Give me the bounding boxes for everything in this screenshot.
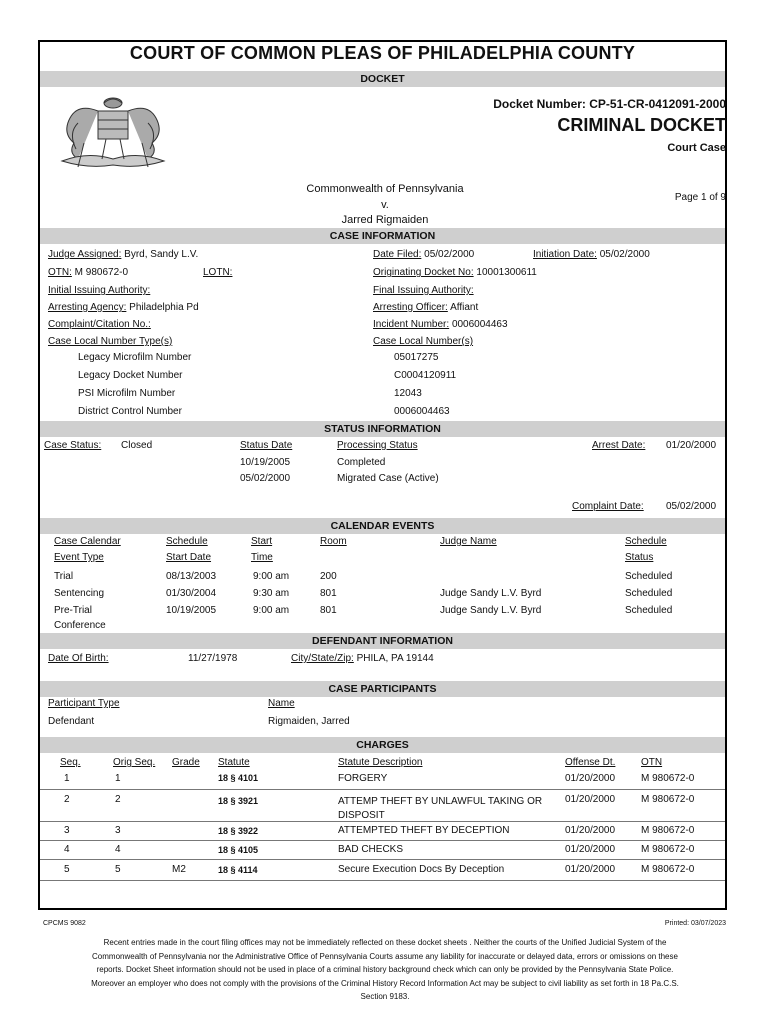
- charge-orig-seq: 1: [115, 773, 121, 784]
- complaint-date-value: 05/02/2000: [666, 501, 717, 512]
- final-issuing-authority-label: Final Issuing Authority:: [373, 285, 474, 296]
- charges-header-otn: OTN: [641, 757, 663, 768]
- charge-seq: 3: [64, 825, 70, 836]
- court-title: COURT OF COMMON PLEAS OF PHILADELPHIA COUNTY: [129, 43, 636, 63]
- charges-header-description: Statute Description: [338, 757, 423, 768]
- calendar-header-start-date: Start Date: [166, 552, 212, 563]
- charges-header-orig-seq: Orig Seq.: [113, 757, 156, 768]
- originating-docket-value: 10001300611: [476, 267, 537, 278]
- calendar-header-type: Case Calendar: [54, 536, 121, 547]
- calendar-events-band: CALENDAR EVENTS: [40, 518, 725, 534]
- charge-description-cont: DISPOSIT: [338, 810, 385, 821]
- caption-line-3: Jarred Rigmaiden: [341, 214, 429, 226]
- case-local-numbers-label: Case Local Number(s): [373, 336, 474, 347]
- case-status-label: Case Status:: [44, 440, 102, 451]
- charge-description: FORGERY: [338, 773, 388, 784]
- arresting-officer-value: Affiant: [450, 302, 479, 313]
- calendar-row-status: Scheduled: [625, 571, 673, 582]
- local-type-row: PSI Microfilm Number: [78, 388, 176, 399]
- defendant-information-band: DEFENDANT INFORMATION: [40, 633, 725, 649]
- date-filed: [373, 249, 474, 260]
- charge-orig-seq: 2: [115, 794, 121, 805]
- calendar-row-type: Pre-Trial: [54, 605, 92, 616]
- caption-line-2: v.: [381, 199, 389, 211]
- charge-statute: 18 § 4101: [218, 773, 259, 783]
- calendar-header-start-time: Start: [251, 536, 273, 547]
- charge-description: Secure Execution Docs By Deception: [338, 864, 505, 875]
- charge-seq: 1: [64, 773, 70, 784]
- charge-description: ATTEMP THEFT BY UNLAWFUL TAKING OR: [338, 796, 543, 807]
- city-state-zip: [291, 653, 434, 664]
- charge-row-divider: [40, 840, 725, 841]
- calendar-header-status: Schedule: [625, 536, 667, 547]
- charges-header-statute: Statute: [218, 757, 250, 768]
- charges-header-seq: Seq.: [60, 757, 81, 768]
- court-case-label: Court Case: [667, 142, 726, 154]
- charge-orig-seq: 3: [115, 825, 121, 836]
- dob-label: Date Of Birth:: [48, 653, 109, 664]
- date-filed-value: 05/02/2000: [424, 249, 475, 260]
- calendar-header-status: Status: [625, 552, 654, 563]
- participant-type-label: Participant Type: [48, 698, 120, 709]
- charge-row-divider: [40, 880, 725, 881]
- calendar-row-date: 01/30/2004: [166, 588, 217, 599]
- case-status-value: Closed: [121, 440, 153, 451]
- docket-number: Docket Number: CP-51-CR-0412091-2000: [493, 97, 726, 111]
- calendar-header-start-time: Time: [251, 552, 273, 563]
- page-indicator: Page 1 of 9: [674, 192, 726, 203]
- calendar-row-type-cont: Conference: [54, 620, 106, 631]
- calendar-row-room: 200: [320, 571, 337, 582]
- calendar-row-type: Trial: [54, 571, 74, 582]
- charge-row-divider: [40, 789, 725, 790]
- charge-statute: 18 § 4114: [218, 865, 258, 875]
- charge-description: ATTEMPTED THEFT BY DECEPTION: [338, 825, 510, 836]
- charge-seq: 4: [64, 844, 70, 855]
- date-filed-label: Date Filed:: [373, 249, 422, 260]
- dob-value: 11/27/1978: [188, 653, 238, 664]
- originating-docket: [373, 267, 537, 278]
- calendar-header-room: Room: [320, 536, 347, 547]
- charge-row-divider: [40, 821, 725, 822]
- calendar-row-time: 9:00 am: [253, 605, 290, 616]
- charge-statute: 18 § 3922: [218, 826, 259, 836]
- complaint-citation-label: Complaint/Citation No.:: [48, 319, 151, 330]
- local-type-row: Legacy Microfilm Number: [78, 352, 192, 363]
- complaint-date-label: Complaint Date:: [572, 501, 644, 512]
- status-row-date: 10/19/2005: [240, 457, 291, 468]
- city-state-zip-label: City/State/Zip:: [291, 653, 354, 664]
- calendar-row-type: Sentencing: [54, 588, 105, 599]
- charge-otn: M 980672-0: [641, 844, 695, 855]
- judge-assigned-label: Judge Assigned:: [48, 249, 122, 260]
- arresting-officer-label: Arresting Officer:: [373, 302, 448, 313]
- pennsylvania-seal-icon: [48, 93, 178, 173]
- calendar-header-judge: Judge Name: [440, 536, 497, 547]
- incident-number-label: Incident Number:: [373, 319, 450, 330]
- initiation-date-value: 05/02/2000: [599, 249, 650, 260]
- calendar-header-start-date: Schedule: [166, 536, 208, 547]
- charge-offense-date: 01/20/2000: [565, 773, 616, 784]
- local-type-row: District Control Number: [78, 406, 182, 417]
- printed-date: Printed: 03/07/2023: [664, 920, 726, 927]
- judge-assigned-value: Byrd, Sandy L.V.: [124, 249, 199, 260]
- charge-description: BAD CHECKS: [338, 844, 404, 855]
- lotn-label: LOTN:: [203, 267, 233, 278]
- charge-otn: M 980672-0: [641, 825, 695, 836]
- arresting-agency: [48, 302, 199, 313]
- initial-issuing-authority-label: Initial Issuing Authority:: [48, 285, 151, 296]
- incident-number: [373, 319, 508, 330]
- calendar-row-time: 9:30 am: [253, 588, 290, 599]
- calendar-row-room: 801: [320, 605, 337, 616]
- processing-status-label: Processing Status: [337, 440, 418, 451]
- judge-assigned: [48, 249, 198, 260]
- case-local-number-types-label: Case Local Number Type(s): [48, 336, 173, 347]
- charge-offense-date: 01/20/2000: [565, 794, 616, 805]
- calendar-row-status: Scheduled: [625, 588, 673, 599]
- charge-offense-date: 01/20/2000: [565, 864, 616, 875]
- local-number-row: 0006004463: [394, 406, 450, 417]
- calendar-row-judge: Judge Sandy L.V. Byrd: [440, 588, 542, 599]
- charge-orig-seq: 4: [115, 844, 121, 855]
- otn: [48, 267, 128, 278]
- participant-name-label: Name: [268, 698, 295, 709]
- charges-header-offense-date: Offense Dt.: [565, 757, 616, 768]
- form-id: CPCMS 9082: [43, 920, 86, 927]
- otn-label: OTN:: [48, 267, 72, 278]
- status-row-status: Migrated Case (Active): [337, 473, 439, 484]
- charge-statute: 18 § 3921: [218, 796, 259, 806]
- arresting-agency-value: Philadelphia Pd: [129, 302, 199, 313]
- charge-otn: M 980672-0: [641, 864, 695, 875]
- calendar-header-type: Event Type: [54, 552, 104, 563]
- incident-number-value: 0006004463: [451, 319, 508, 330]
- case-information-band: CASE INFORMATION: [40, 228, 725, 244]
- charge-seq: 2: [64, 794, 70, 805]
- status-row-date: 05/02/2000: [240, 473, 291, 484]
- charge-grade: M2: [172, 864, 186, 875]
- city-state-zip-value: PHILA, PA 19144: [356, 653, 434, 664]
- arresting-agency-label: Arresting Agency:: [48, 302, 127, 313]
- originating-docket-label: Originating Docket No:: [373, 267, 474, 278]
- calendar-row-date: 08/13/2003: [166, 571, 217, 582]
- calendar-row-status: Scheduled: [625, 605, 673, 616]
- participant-row-name: Rigmaiden, Jarred: [268, 716, 350, 727]
- initiation-date: [533, 249, 650, 260]
- arrest-date-value: 01/20/2000: [666, 440, 717, 451]
- charges-band: CHARGES: [40, 737, 725, 753]
- case-participants-band: CASE PARTICIPANTS: [40, 681, 725, 697]
- charge-row-divider: [40, 859, 725, 860]
- charges-header-grade: Grade: [172, 757, 200, 768]
- charge-otn: M 980672-0: [641, 773, 695, 784]
- arresting-officer: [373, 302, 478, 313]
- local-type-row: Legacy Docket Number: [78, 370, 183, 381]
- calendar-row-time: 9:00 am: [253, 571, 290, 582]
- calendar-row-date: 10/19/2005: [166, 605, 217, 616]
- calendar-row-room: 801: [320, 588, 337, 599]
- charge-seq: 5: [64, 864, 70, 875]
- docket-type: CRIMINAL DOCKET: [557, 115, 726, 135]
- caption-line-1: Commonwealth of Pennsylvania: [306, 183, 464, 195]
- arrest-date-label: Arrest Date:: [592, 440, 646, 451]
- charge-statute: 18 § 4105: [218, 845, 259, 855]
- status-information-band: STATUS INFORMATION: [40, 421, 725, 437]
- charge-offense-date: 01/20/2000: [565, 825, 616, 836]
- charge-orig-seq: 5: [115, 864, 121, 875]
- initiation-date-label: Initiation Date:: [533, 249, 597, 260]
- otn-value: M 980672-0: [74, 267, 129, 278]
- participant-row-type: Defendant: [48, 716, 95, 727]
- charge-otn: M 980672-0: [641, 794, 695, 805]
- local-number-row: 05017275: [394, 352, 439, 363]
- status-date-label: Status Date: [240, 440, 293, 451]
- local-number-row: C0004120911: [394, 370, 457, 381]
- disclaimer-text: Recent entries made in the court filing offices may not be immediately reflected on these docket sheets . Neither the courts of the Unified Judicial System of the Commonwealth of Pennsylvania nor the Administrative Office of Pennsylvania Courts assume any liability for inaccurate or delayed data, errors or omissions on these reports. Docket Sheet information should not be used in place of a criminal history background check which can only be provided by the Pennsylvania State Police. Moreover an employer who does not comply with the provisions of the Criminal History Record Information Act may be subject to civil liability as set forth in 18 Pa.C.S. Section 9183.: [91, 938, 679, 1002]
- calendar-row-judge: Judge Sandy L.V. Byrd: [440, 605, 542, 616]
- status-row-status: Completed: [337, 457, 386, 468]
- docket-band: DOCKET: [40, 71, 725, 87]
- charge-offense-date: 01/20/2000: [565, 844, 616, 855]
- local-number-row: 12043: [394, 388, 422, 399]
